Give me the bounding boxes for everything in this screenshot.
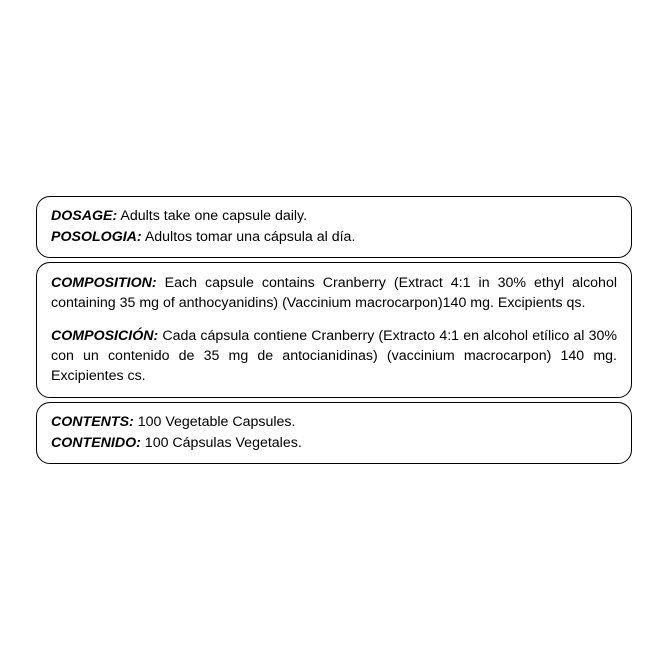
dosage-row-en <box>51 206 617 226</box>
contents-panel <box>36 402 632 464</box>
contents-heading-en: CONTENTS: <box>51 414 134 431</box>
composition-text-en: Each capsule contains Cranberry (Extract 4:1 in 30% ethyl alcohol containing 35 mg of anthocyanidins) (Vaccinium macrocarpon)140 mg. Excipients qs. <box>51 275 617 312</box>
supplement-label <box>36 196 632 468</box>
composition-heading-en: COMPOSITION: <box>51 275 157 292</box>
dosage-text-en: Adults take one capsule daily. <box>117 208 308 224</box>
dosage-row-es <box>51 227 617 247</box>
composition-row-es <box>51 326 617 386</box>
contents-text-es: 100 Cápsulas Vegetales. <box>140 435 302 452</box>
dosage-panel <box>36 196 632 258</box>
contents-row-es <box>51 433 617 453</box>
dosage-text-es: Adultos tomar una cápsula al día. <box>141 229 356 246</box>
contents-text-en: 100 Vegetable Capsules. <box>133 414 296 431</box>
composition-panel <box>36 262 632 398</box>
composition-text-es: Cada cápsula contiene Cranberry (Extracto 4:1 en alcohol etílico al 30% con un contenido de 35 mg de antocianidinas) (vaccinium macrocarpon) 140 mg. Excipientes cs. <box>51 327 617 384</box>
composition-row-en <box>51 273 617 313</box>
contents-heading-es: CONTENIDO: <box>51 435 141 452</box>
contents-row-en <box>51 412 617 432</box>
dosage-heading-es: POSOLOGIA: <box>51 229 142 246</box>
composition-heading-es: COMPOSICIÓN: <box>51 327 159 344</box>
dosage-heading-en: DOSAGE: <box>51 208 118 224</box>
